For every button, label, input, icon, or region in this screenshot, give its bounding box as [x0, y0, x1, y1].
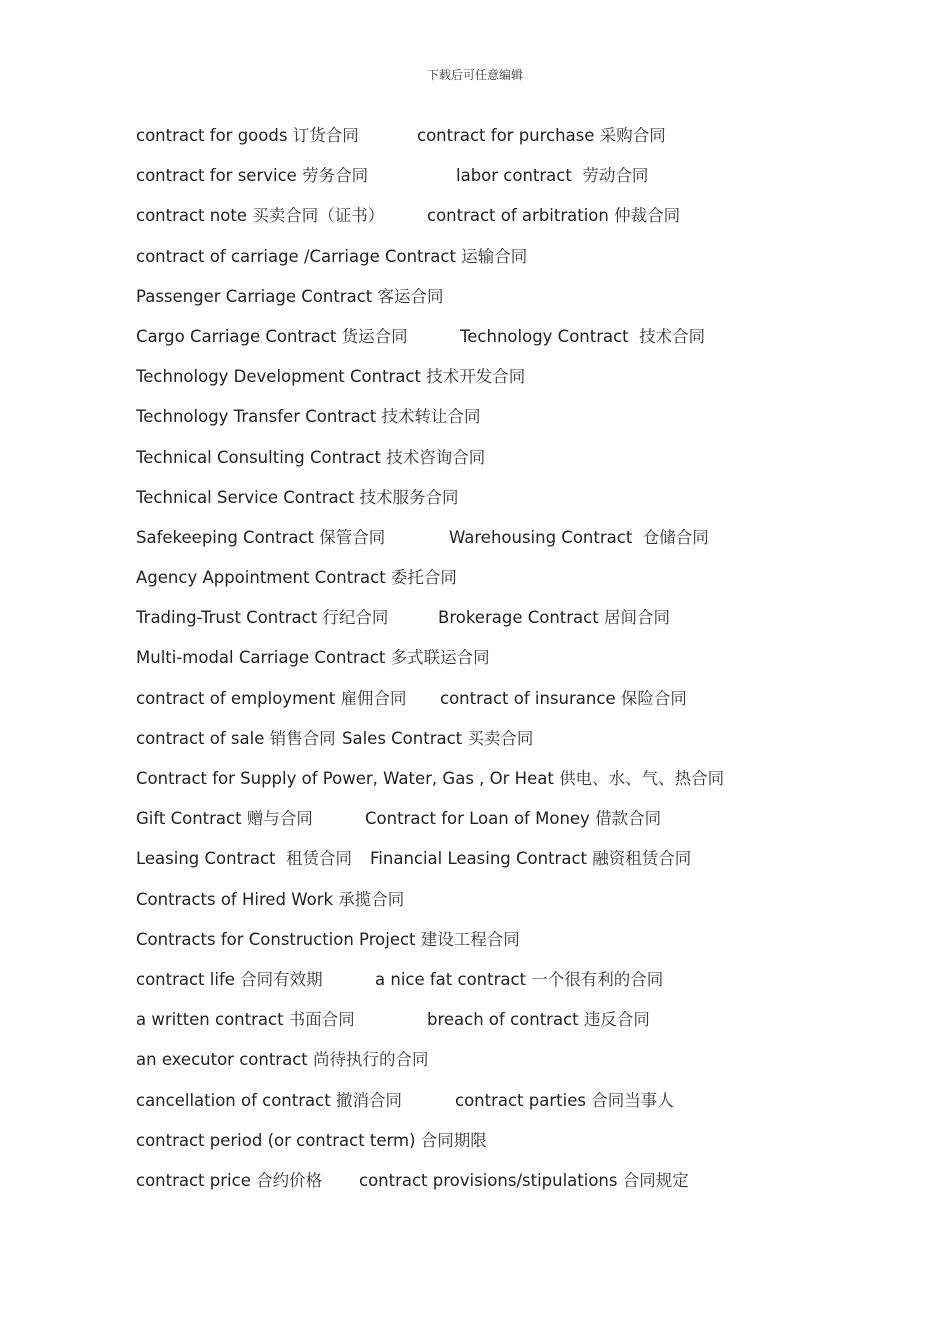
term: contract note 买卖合同（证书） [136, 206, 385, 226]
glossary-line-15 [136, 687, 896, 727]
term: Passenger Carriage Contract 客运合同 [136, 286, 444, 306]
glossary-line-27 [136, 1169, 896, 1209]
glossary-line-21 [136, 928, 896, 968]
term: contract for service 劳务合同 [136, 166, 369, 186]
glossary-line-9 [136, 446, 896, 486]
term: an executor contract 尚待执行的合同 [136, 1050, 429, 1070]
term: a written contract 书面合同 [136, 1010, 355, 1030]
term: Technology Contract 技术合同 [460, 326, 706, 346]
glossary-line-18 [136, 807, 896, 847]
term: contract of arbitration 仲裁合同 [427, 206, 681, 226]
glossary-line-25 [136, 1089, 896, 1129]
term: Financial Leasing Contract 融资租赁合同 [370, 849, 692, 869]
glossary-line-26 [136, 1129, 896, 1169]
glossary-line-4 [136, 245, 896, 285]
term: contract of carriage /Carriage Contract 运输合同 [136, 246, 528, 266]
glossary-line-3 [136, 204, 896, 244]
glossary-line-2 [136, 164, 896, 204]
glossary-line-11 [136, 526, 896, 566]
term: contract period (or contract term) 合同期限 [136, 1130, 487, 1150]
term: Technology Transfer Contract 技术转让合同 [136, 407, 481, 427]
term: Contract for Loan of Money 借款合同 [365, 809, 662, 829]
glossary-line-10 [136, 486, 896, 526]
term: cancellation of contract 撤消合同 [136, 1090, 402, 1110]
glossary-line-8 [136, 405, 896, 445]
term: labor contract 劳动合同 [456, 166, 649, 186]
glossary-line-7 [136, 365, 896, 405]
term: Technology Development Contract 技术开发合同 [136, 367, 526, 387]
glossary-line-1 [136, 124, 896, 164]
term: Technical Consulting Contract 技术咨询合同 [136, 447, 486, 467]
term: Contract for Supply of Power, Water, Gas , Or Heat 供电、水、气、热合同 [136, 769, 725, 788]
term: contract for purchase 采购合同 [417, 126, 666, 145]
term: Safekeeping Contract 保管合同 [136, 527, 386, 547]
term: contract parties 合同当事人 [455, 1090, 674, 1110]
glossary-line-22 [136, 968, 896, 1008]
term: Technical Service Contract 技术服务合同 [136, 487, 459, 507]
glossary-line-14 [136, 646, 896, 686]
term: Gift Contract 赠与合同 [136, 809, 313, 829]
term: Warehousing Contract 仓储合同 [449, 527, 709, 547]
glossary-line-19 [136, 847, 896, 887]
page-header: 下载后可任意编辑 [426, 68, 523, 82]
term: a nice fat contract 一个很有利的合同 [375, 969, 664, 989]
term: contract provisions/stipulations 合同规定 [359, 1170, 689, 1190]
glossary-line-6 [136, 325, 896, 365]
term: contract of sale 销售合同 [136, 728, 336, 748]
term: Cargo Carriage Contract 货运合同 [136, 326, 408, 346]
glossary-line-16 [136, 727, 896, 767]
term: contract life 合同有效期 [136, 969, 323, 989]
glossary-line-17 [136, 767, 896, 807]
term: Trading-Trust Contract 行纪合同 [136, 608, 389, 628]
glossary-line-13 [136, 606, 896, 646]
term: contract for goods 订货合同 [136, 126, 359, 145]
glossary-line-23 [136, 1008, 896, 1048]
glossary-line-24 [136, 1048, 896, 1088]
term: contract of employment 雇佣合同 [136, 688, 407, 708]
glossary-list [136, 124, 896, 1209]
term: Contracts of Hired Work 承揽合同 [136, 889, 405, 909]
term: contract of insurance 保险合同 [440, 688, 687, 708]
term: Contracts for Construction Project 建设工程合同 [136, 929, 520, 949]
term: breach of contract 违反合同 [427, 1010, 650, 1030]
glossary-line-12 [136, 566, 896, 606]
term: Sales Contract 买卖合同 [342, 728, 534, 748]
glossary-line-5 [136, 285, 896, 325]
term: Leasing Contract 租赁合同 [136, 849, 353, 869]
term: Multi-modal Carriage Contract 多式联运合同 [136, 648, 490, 668]
term: Agency Appointment Contract 委托合同 [136, 568, 457, 588]
term: Brokerage Contract 居间合同 [438, 608, 670, 628]
glossary-line-20 [136, 888, 896, 928]
term: contract price 合约价格 [136, 1170, 323, 1190]
